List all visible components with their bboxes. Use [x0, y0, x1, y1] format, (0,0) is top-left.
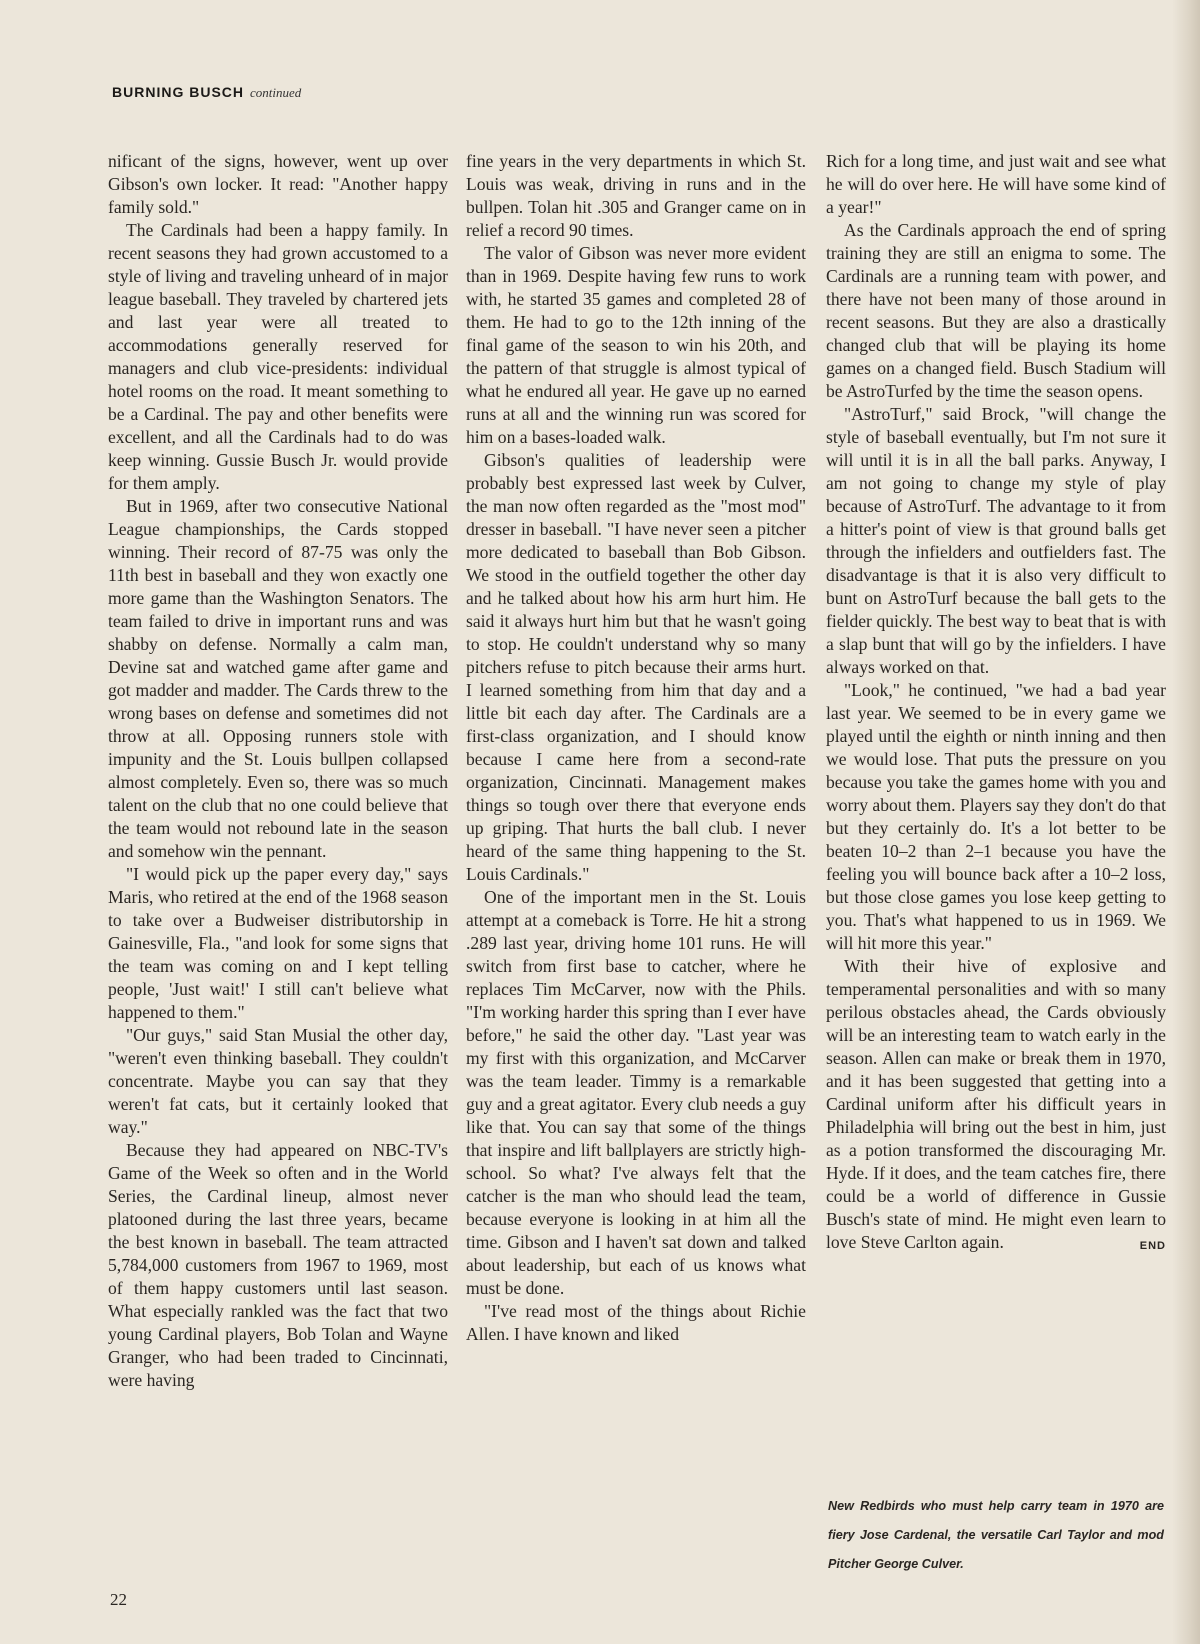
- paragraph: [466, 150, 806, 242]
- paragraph: [826, 679, 1166, 955]
- article-column-1: [108, 150, 448, 1392]
- paragraph-text: With their hive of explosive and temperamental personalities and with so many perilous obstacles ahead, the Cards obviously will be an interesting team to watch early in the season. Allen can make or break them in 1970, and it has been suggested that getting into a Cardinal uniform after his difficult years in Philadelphia will bring out the best in him, just as a potion transformed the discouraging Mr. Hyde. If it does, and the team catches fire, there could be a world of difference in Gussie Busch's state of mind. He might even learn to love Steve Carlton again.: [826, 956, 1166, 1252]
- paragraph: [108, 219, 448, 495]
- paragraph: [466, 449, 806, 886]
- paragraph-text: Because they had appeared on NBC-TV's Game of the Week so often and in the World Series, the Cardinal lineup, almost never platooned during the last three years, became the best known in baseball. The team attracted 5,784,000 customers from 1967 to 1969, most of them happy customers until last season. What especially rankled was the fact that two young Cardinal players, Bob Tolan and Wayne Granger, who had been traded to Cincinnati, were having: [108, 1140, 448, 1390]
- paragraph-text: fine years in the very departments in which St. Louis was weak, driving in runs and in the bullpen. Tolan hit .305 and Granger came on in relief a record 90 times.: [466, 151, 806, 240]
- header-title: BURNING BUSCH: [112, 84, 244, 100]
- paragraph: [108, 1024, 448, 1139]
- paragraph: [826, 403, 1166, 679]
- paragraph: [466, 1300, 806, 1346]
- paragraph: [108, 495, 448, 863]
- photo-caption: New Redbirds who must help carry team in 1970 are fiery Jose Cardenal, the versatile Carl Taylor and mod Pitcher George Culver.: [828, 1499, 1164, 1571]
- paragraph-text: "Look," he continued, "we had a bad year last year. We seemed to be in every game we played until the eighth or ninth inning and then we would lose. That puts the pressure on you because you take the games home with you and worry about them. Players say they don't do that but they certainly do. It's a lot better to be beaten 10–2 than 2–1 because you have the feeling you will bounce back after a 10–2 loss, but those close games you lose keep getting to you. That's what happened to us in 1969. We will hit more this year.": [826, 680, 1166, 953]
- paragraph: [108, 863, 448, 1024]
- end-mark: END: [1139, 1240, 1166, 1252]
- paragraph: [466, 242, 806, 449]
- paragraph-text: nificant of the signs, however, went up over Gibson's own locker. It read: "Another happy family sold.": [108, 151, 448, 217]
- article-column-3: [826, 150, 1166, 1258]
- paragraph-text: The valor of Gibson was never more evident than in 1969. Despite having few runs to work with, he started 35 games and completed 28 of them. He had to go to the 12th inning of the final game of the season to win his 20th, and the pattern of that struggle is almost typical of what he endured all year. He gave up no earned runs at all and the winning run was scored for him on a bases-loaded walk.: [466, 243, 806, 447]
- header-continued: continued: [250, 85, 302, 100]
- running-header: [112, 84, 301, 101]
- paragraph-text: "I've read most of the things about Richie Allen. I have known and liked: [466, 1301, 806, 1344]
- paragraph-text: Rich for a long time, and just wait and see what he will do over here. He will have some kind of a year!": [826, 151, 1166, 217]
- paragraph: [826, 955, 1166, 1254]
- paragraph-text: But in 1969, after two consecutive National League championships, the Cards stopped winning. Their record of 87-75 was only the 11th best in baseball and they won exactly one more game than the Washington Senators. The team failed to drive in important runs and was shabby on defense. Normally a calm man, Devine sat and watched game after game and got madder and madder. The Cards threw to the wrong bases on defense and sometimes did not throw at all. Opposing runners stole with impunity and the St. Louis bullpen collapsed almost completely. Even so, there was so much talent on the club that no one could believe that the team would not rebound late in the season and somehow win the pennant.: [108, 496, 448, 861]
- paragraph-text: Gibson's qualities of leadership were probably best expressed last week by Culver, the man now often regarded as the "most mod" dresser in baseball. "I have never seen a pitcher more dedicated to baseball than Bob Gibson. We stood in the outfield together the other day and he talked about how his arm hurt him. He said it always hurt him but that he wasn't going to stop. He couldn't understand why so many pitchers refuse to pitch because their arms hurt. I learned something from him that day and a little bit each day after. The Cardinals are a first-class organization, and I should know because I came here from a second-rate organization, Cincinnati. Management makes things so tough over there that everyone ends up griping. That hurts the ball club. I never heard of the same thing happening to the St. Louis Cardinals.": [466, 450, 806, 884]
- paragraph-text: One of the important men in the St. Louis attempt at a comeback is Torre. He hit a strong .289 last year, driving home 101 runs. He will switch from first base to catcher, where he replaces Tim McCarver, now with the Phils. "I'm working harder this spring than I ever have before," he said the other day. "Last year was my first with this organization, and McCarver was the team leader. Timmy is a remarkable guy and a great agitator. Every club needs a guy like that. You can say that some of the things that inspire and lift ballplayers are strictly high-school. So what? I've always felt that the catcher is the man who should lead the team, because everyone is looking in at him all the time. Gibson and I haven't sat down and talked about leadership, but each of us knows what must be done.: [466, 887, 806, 1298]
- paragraph: [466, 886, 806, 1300]
- page-edge-shadow: [1172, 0, 1200, 1644]
- paragraph-text: "Our guys," said Stan Musial the other day, "weren't even thinking baseball. They couldn't concentrate. Maybe you can say that they weren't fat cats, but it certainly looked that way.": [108, 1025, 448, 1137]
- paragraph-text: "AstroTurf," said Brock, "will change the style of baseball eventually, but I'm not sure it will until it is in all the ball parks. Anyway, I am not going to change my style of play because of AstroTurf. The advantage to it from a hitter's point of view is that ground balls get through the infielders and outfielders fast. The disadvantage is that it is also very difficult to bunt on AstroTurf because the ball gets to the fielder quickly. The best way to beat that is with a slap bunt that will go by the infielders. I have always worked on that.: [826, 404, 1166, 677]
- paragraph-text: As the Cardinals approach the end of spring training they are still an enigma to some. The Cardinals are a running team with power, and there have not been many of those around in recent seasons. But they are also a drastically changed club that will be playing its home games on a changed field. Busch Stadium will be AstroTurfed by the time the season opens.: [826, 220, 1166, 401]
- paragraph: [108, 150, 448, 219]
- paragraph: [826, 150, 1166, 219]
- article-column-2: [466, 150, 806, 1346]
- paragraph: [826, 219, 1166, 403]
- paragraph-text: "I would pick up the paper every day," says Maris, who retired at the end of the 1968 season to take over a Budweiser distributorship in Gainesville, Fla., "and look for some signs that the team was coming on and I kept telling people, 'Just wait!' I still can't believe what happened to them.": [108, 864, 448, 1022]
- page-number: 22: [110, 1590, 127, 1609]
- paragraph: [108, 1139, 448, 1392]
- paragraph-text: The Cardinals had been a happy family. In recent seasons they had grown accustomed to a style of living and traveling unheard of in major league baseball. They traveled by chartered jets and last year were all treated to accommodations generally reserved for managers and club vice-presidents: individual hotel rooms on the road. It meant something to be a Cardinal. The pay and other benefits were excellent, and all the Cardinals had to do was keep winning. Gussie Busch Jr. would provide for them amply.: [108, 220, 448, 493]
